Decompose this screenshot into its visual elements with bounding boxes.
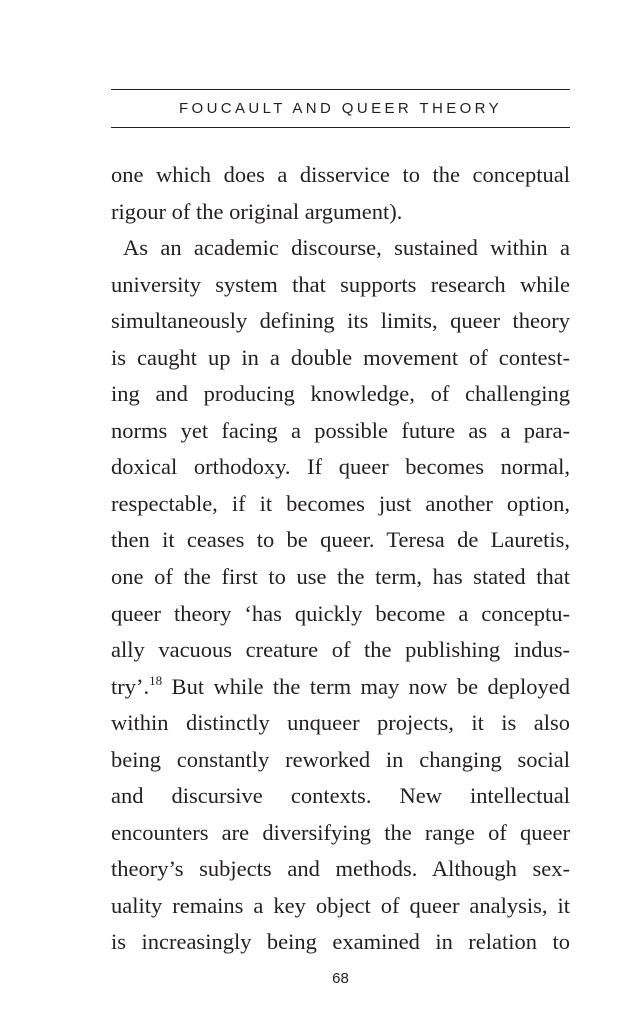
text-line: within distinctly unqueer projects, it is also xyxy=(111,710,570,736)
text-line: ally vacuous creature of the publishing indus- xyxy=(111,637,570,663)
text-line-with-footnote xyxy=(111,669,570,706)
text-line: university system that supports research while xyxy=(111,271,570,297)
text-line: and discursive contexts. New intellectual xyxy=(111,783,570,809)
text-segment: try’. xyxy=(111,673,150,699)
text-line: one which does a disservice to the conceptual xyxy=(111,162,570,187)
text-line: ing and producing knowledge, of challenging xyxy=(111,381,570,407)
header-rule-top xyxy=(111,89,570,90)
text-line: respectable, if it becomes just another option, xyxy=(111,490,570,516)
running-head: FOUCAULT AND QUEER THEORY xyxy=(178,100,503,117)
text-segment: But while the term may now be deployed xyxy=(162,673,570,699)
text-line: queer theory ‘has quickly become a conceptu- xyxy=(111,600,570,626)
header-rule-bottom xyxy=(111,127,570,128)
text-line: As an academic discourse, sustained within a xyxy=(123,235,570,261)
text-line: norms yet facing a possible future as a para- xyxy=(111,417,570,443)
text-line: being constantly reworked in changing social xyxy=(111,746,570,772)
text-line: uality remains a key object of queer analysis, it xyxy=(111,892,570,918)
text-line: encounters are diversifying the range of queer xyxy=(111,819,570,845)
text-line: doxical orthodoxy. If queer becomes normal, xyxy=(111,454,570,480)
body-text xyxy=(111,157,570,961)
text-line: one of the first to use the term, has stated that xyxy=(111,564,570,590)
footnote-reference[interactable]: 18 xyxy=(149,672,163,688)
text-line: theory’s subjects and methods. Although sex- xyxy=(111,856,570,882)
text-line: is increasingly being examined in relation to xyxy=(111,929,570,955)
text-line: simultaneously defining its limits, queer theory xyxy=(111,308,570,334)
text-line: rigour of the original argument). xyxy=(111,198,403,224)
page-number: 68 xyxy=(332,970,349,987)
text-line: is caught up in a double movement of contest- xyxy=(111,344,570,370)
text-line: then it ceases to be queer. Teresa de Lauretis, xyxy=(111,527,570,553)
